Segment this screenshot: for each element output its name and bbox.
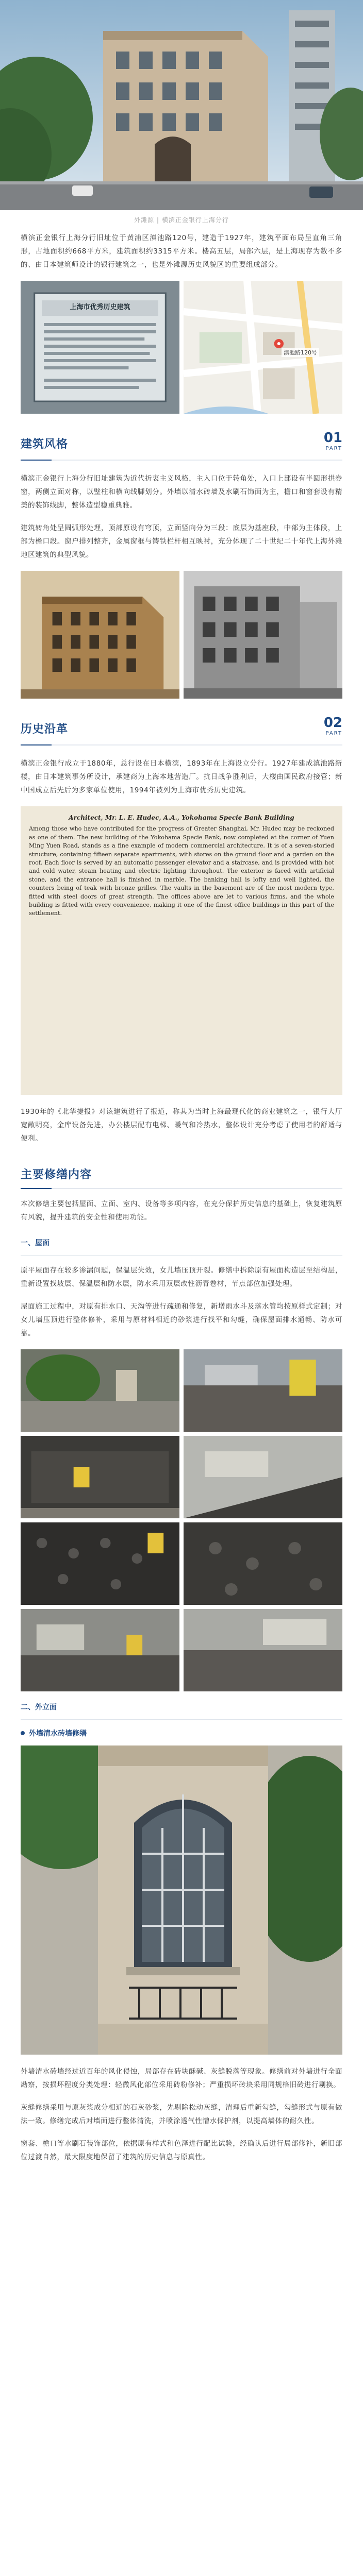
section-divider — [21, 1188, 342, 1189]
subsection-title-roof: 一、屋面 — [21, 1239, 50, 1247]
section-divider — [21, 460, 342, 461]
style-paragraph-2: 建筑转角处呈圆弧形处理，顶部原设有穹顶，立面竖向分为三段：底层为基座段，中部为主体段，上部为檐口段。窗户排列整齐，金属窗框与铸铁栏杆相互映衬，充分体现了二十世纪二十年代上海外滩地区建筑的典型风貌。 — [21, 524, 342, 559]
roof-paragraph-1: 原平屋面存在较多渗漏问题，保温层失效，女儿墙压顶开裂。修缮中拆除原有屋面构造层至结构层，重新设置找坡层、保温层和防水层，防水采用双层改性沥青卷材，节点部位加强处理。 — [21, 1266, 342, 1288]
roof-photo-graphic — [21, 1609, 179, 1691]
section-header-style — [0, 431, 363, 451]
roof-photo-grid — [0, 1609, 363, 1691]
style-paragraph-1: 横滨正金银行上海分行旧址建筑为近代折衷主义风格，主入口位于转角处，入口上部设有半圆形拱券窗，两侧立面对称，以壁柱和横向线脚划分。外墙以清水砖墙及水刷石饰面为主，檐口和窗套设有精美的装饰线脚，整体造型稳重典雅。 — [21, 474, 342, 510]
section-number-02 — [324, 716, 342, 736]
section-title-history: 历史沿革 — [21, 723, 69, 736]
facade-paragraph-1: 外墙清水砖墙经过近百年的风化侵蚀，局部存在砖块酥碱、灰缝脱落等现象。修缮前对外墙进行全面勘察，按损坏程度分类处理：轻微风化部位采用砖粉修补；严重损坏砖块采用同规格旧砖进行剔换。 — [21, 2067, 342, 2089]
roof-photo-grid — [0, 1436, 363, 1518]
facade-paragraph-2: 灰缝修缮采用与原灰浆成分相近的石灰砂浆，先剔除松动灰缝，清理后重新勾缝，勾缝形式与原有做法一致。修缮完成后对墙面进行整体清洗，并喷涂透气性憎水保护剂，以提高墙体的耐久性。 — [21, 2104, 342, 2125]
section-title-style: 建筑风格 — [21, 438, 69, 451]
subsection-divider — [21, 1719, 342, 1720]
roof-paragraph-2: 屋面施工过程中，对原有排水口、天沟等进行疏通和修复，新增雨水斗及落水管均按原样式定制；对女儿墙压顶进行整体修补，采用与原材料相近的砂浆进行找平和勾缝，确保屋面排水通畅、防水可靠。 — [21, 1302, 342, 1337]
newspaper-headline: Architect, Mr. L. E. Hudec, A.A., Yokohama Specie Bank Building — [69, 814, 294, 821]
section-divider — [21, 744, 342, 745]
roof-photo-graphic — [184, 1609, 342, 1691]
facade-window-photo — [21, 1745, 342, 2055]
roof-photo-grid — [0, 1349, 363, 1432]
roof-photo-graphic — [21, 1349, 179, 1432]
roof-photo-graphic — [184, 1436, 342, 1518]
roof-photo-graphic — [21, 1522, 179, 1605]
section-number-01 — [324, 431, 342, 451]
roof-photo-grid — [0, 1522, 363, 1605]
plaque-graphic — [21, 281, 179, 414]
hero-building-photo — [0, 0, 363, 210]
roof-photo-5 — [21, 1522, 179, 1605]
section-header-history — [0, 716, 363, 736]
roof-photo-graphic — [21, 1436, 179, 1518]
roof-photo-graphic — [184, 1522, 342, 1605]
heritage-plaque-photo — [21, 281, 179, 414]
newspaper-body: Among those who have contributed for the progress of Greater Shanghai, Mr. Hudec may be reckoned as one of them. The new building of the Yokohama Specie Bank, now completed at the corner of Yuen Ming Yuen Road, stands as a fine example of modern commercial architecture. It is of a seven-storied structure, containing fifteen separate apartments, with stores on the ground floor and a garden on the roof. Each floor is served by an automatic passenger elevator and a staircase, and is provided with hot and cold water, steam heating and electric lighting throughout. The exterior is faced with artificial stone, and the entrance hall is finished in marble. The banking hall is lofty and well lighted, the counters being of teak with bronze grilles. The vaults in the basement are of the most modern type, fitted with steel doors of great strength. The offices above are let to various firms, and the whole building is fitted with every convenience, making it one of the finest office buildings in this part of the settlement. — [29, 825, 334, 917]
bw-photo-graphic — [184, 571, 342, 699]
roof-photo-8 — [184, 1609, 342, 1691]
bullet-heading-brick — [0, 1728, 363, 1738]
historic-bw-photo — [184, 571, 342, 699]
plaque-title: 上海市优秀历史建筑 — [70, 303, 130, 311]
history-paragraph-1: 横滨正金银行成立于1880年，总行设在日本横滨，1893年在上海设立分行。1927年建成滇池路新楼，由日本建筑事务所设计，承建商为上海本地营造厂。抗日战争胜利后，大楼由国民政府接管；新中国成立后先后为多家单位使用，1994年被列为上海市优秀历史建筑。 — [21, 759, 342, 794]
subsection-title-facade: 二、外立面 — [21, 1703, 57, 1711]
intro-paragraph: 横滨正金银行上海分行旧址位于黄浦区滇池路120号，建造于1927年，建筑平面布局呈直角三角形，占地面积约668平方米，建筑面积约3315平方米。楼高五层，局部六层，是上海现存为数不多的、由日本建筑师设计的银行建筑之一，也是外滩源历史风貌区的重要组成部分。 — [21, 234, 342, 269]
roof-photo-1 — [21, 1349, 179, 1432]
bullet-dot-icon — [21, 1731, 25, 1735]
section-part-label: PART — [325, 731, 342, 736]
roof-photo-6 — [184, 1522, 342, 1605]
section-number: 01 — [323, 430, 342, 446]
map-graphic — [184, 281, 342, 414]
bullet-heading-text: 外墙清水砖墙修缮 — [29, 1730, 87, 1738]
history-paragraph-2: 1930年的《北华捷报》对该建筑进行了报道，称其为当时上海最现代化的商业建筑之一，银行大厅宽敞明亮，金库设备先进，办公楼层配有电梯、暖气和冷热水，整体设计充分考虑了使用者的舒适与便利。 — [21, 1108, 342, 1143]
newspaper-clipping — [21, 806, 342, 1095]
map-location-label: 滇池路120号 — [282, 348, 319, 357]
roof-photo-7 — [21, 1609, 179, 1691]
section-part-label: PART — [325, 446, 342, 451]
repair-intro-paragraph: 本次修缮主要包括屋面、立面、室内、设备等多项内容，在充分保护历史信息的基础上，恢复建筑原有风貌，提升建筑的安全性和使用功能。 — [21, 1200, 342, 1222]
roof-photo-2 — [184, 1349, 342, 1432]
facade-paragraph-3: 窗套、檐口等水刷石装饰部位，依据原有样式和色泽进行配比试验，经确认后进行局部修补，新旧部位过渡自然，最大限度地保留了建筑的历史信息与原真性。 — [21, 2140, 342, 2161]
sketch-graphic — [21, 571, 179, 699]
section-header-repair — [0, 1166, 363, 1189]
historic-sketch-photo — [21, 571, 179, 699]
section-number: 02 — [323, 715, 342, 731]
roof-photo-graphic — [184, 1349, 342, 1432]
hero-caption: 外滩源 | 横滨正金银行上海分行 — [134, 216, 229, 224]
section-title-repair: 主要修缮内容 — [21, 1168, 92, 1181]
roof-photo-4 — [184, 1436, 342, 1518]
roof-photo-3 — [21, 1436, 179, 1518]
subsection-divider — [21, 1255, 342, 1256]
location-map — [184, 281, 342, 414]
facade-photo-graphic — [21, 1745, 342, 2055]
hero-photo-graphic — [0, 0, 363, 210]
